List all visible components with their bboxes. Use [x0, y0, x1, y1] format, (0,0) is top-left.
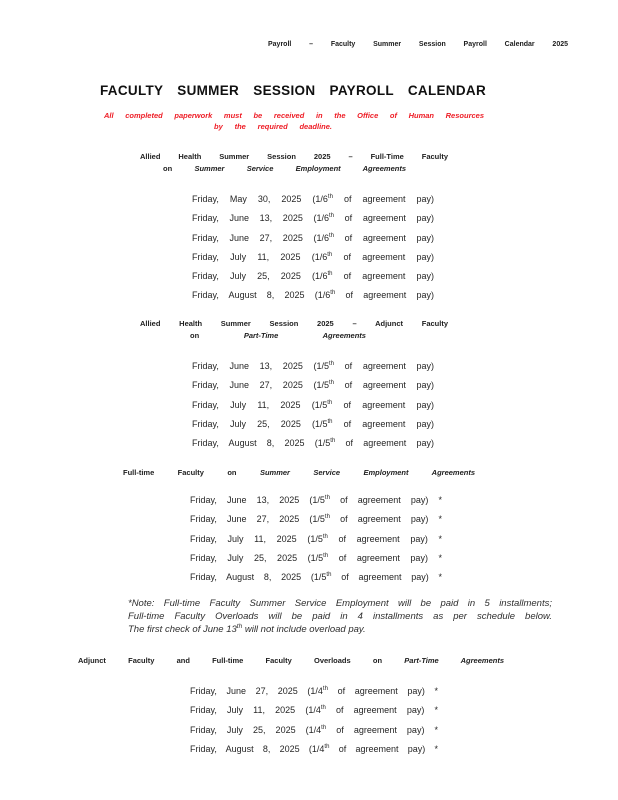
- payroll-date-row: Friday, June 27, 2025 (1/5th of agreement pay) *: [190, 514, 442, 525]
- ordinal-suffix: th: [322, 686, 328, 692]
- payroll-date-row: Friday, July 11, 2025 (1/5th of agreement pay): [192, 399, 434, 410]
- ordinal-suffix: th: [330, 438, 336, 445]
- section-2-subheading: [190, 331, 366, 340]
- notice-line-2: by the required deadline.: [214, 122, 332, 131]
- payroll-date-row: Friday, June 27, 2025 (1/6th of agreement pay): [192, 232, 434, 243]
- subheading-italic-text: Summer Service Employment Agreements: [194, 164, 406, 173]
- ordinal-suffix: th: [322, 533, 328, 540]
- section-4-heading: [78, 656, 504, 665]
- ordinal-suffix: th: [327, 418, 333, 425]
- payroll-date-row: Friday, August 8, 2025 (1/6th of agreement pay): [192, 290, 434, 301]
- payroll-date-row: Friday, July 25, 2025 (1/4th of agreement pay) *: [190, 724, 439, 735]
- ordinal-suffix: th: [324, 514, 330, 521]
- section-1-date-list: [192, 190, 434, 306]
- section-3-heading: [123, 468, 475, 477]
- payroll-date-row: Friday, June 27, 2025 (1/5th of agreement pay): [192, 380, 434, 391]
- footnote-line-3: The first check of June 13th will not include overload pay.: [128, 623, 366, 636]
- payroll-date-row: Friday, July 11, 2025 (1/5th of agreement pay) *: [190, 533, 442, 544]
- section-4-date-list: [190, 682, 438, 759]
- payroll-date-row: Friday, July 25, 2025 (1/5th of agreement pay) *: [190, 552, 443, 563]
- payroll-date-row: Friday, July 25, 2025 (1/5th of agreement pay): [192, 418, 434, 429]
- ordinal-suffix: th: [330, 290, 336, 297]
- payroll-date-row: Friday, June 27, 2025 (1/4th of agreement pay) *: [190, 686, 438, 696]
- heading-italic-text: Summer Service Employment Agreements: [259, 468, 475, 477]
- section-2-heading: Allied Health Summer Session 2025 – Adjunct Faculty: [140, 319, 448, 328]
- subheading-italic-text: Part-Time Agreements: [243, 331, 366, 340]
- payroll-date-row: Friday, May 30, 2025 (1/6th of agreement pay): [192, 194, 434, 204]
- ordinal-suffix: th: [324, 495, 330, 501]
- ordinal-suffix: th: [324, 743, 330, 750]
- ordinal-suffix: th: [329, 213, 335, 220]
- payroll-date-row: Friday, June 13, 2025 (1/6th of agreement pay): [192, 213, 434, 224]
- ordinal-suffix: th: [326, 572, 332, 579]
- ordinal-suffix: th: [323, 552, 329, 559]
- payroll-date-row: Friday, August 8, 2025 (1/4th of agreement pay) *: [190, 743, 438, 754]
- ordinal-suffix: th: [236, 623, 243, 631]
- payroll-date-row: Friday, July 11, 2025 (1/6th of agreement pay): [192, 251, 434, 262]
- ordinal-suffix: th: [327, 194, 333, 200]
- ordinal-suffix: th: [329, 232, 335, 239]
- page-title: FACULTY SUMMER SESSION PAYROLL CALENDAR: [100, 83, 486, 98]
- section-1-heading: Allied Health Summer Session 2025 – Full-Time Faculty: [140, 152, 448, 161]
- running-header: Payroll – Faculty Summer Session Payroll Calendar 2025: [268, 41, 568, 48]
- heading-italic-text: Part-Time Agreements: [404, 656, 504, 665]
- payroll-date-row: Friday, June 13, 2025 (1/5th of agreement pay): [192, 361, 434, 371]
- payroll-date-row: Friday, August 8, 2025 (1/5th of agreement pay): [192, 438, 434, 449]
- subheading-normal-text: on: [163, 164, 173, 173]
- section-2-date-list: [192, 357, 434, 453]
- payroll-date-row: Friday, August 8, 2025 (1/5th of agreement pay) *: [190, 572, 442, 583]
- payroll-date-row: Friday, July 25, 2025 (1/6th of agreement pay): [192, 271, 434, 282]
- ordinal-suffix: th: [329, 361, 335, 367]
- heading-normal-text: Adjunct Faculty and Full-time Faculty Overloads on: [78, 656, 383, 665]
- heading-normal-text: Full-time Faculty on: [123, 468, 237, 477]
- section-3-date-list: [190, 491, 442, 587]
- ordinal-suffix: th: [327, 271, 333, 278]
- ordinal-suffix: th: [320, 705, 326, 712]
- footnote-line-1: *Note: Full-time Faculty Summer Service Employment will be paid in 5 installments;: [128, 598, 552, 609]
- footnote-block: [128, 597, 552, 637]
- footnote-line-2: Full-time Faculty Overloads will be paid in 4 installments as per schedule below.: [128, 611, 552, 623]
- payroll-date-row: Friday, July 11, 2025 (1/4th of agreement pay) *: [190, 705, 438, 716]
- ordinal-suffix: th: [327, 251, 333, 258]
- section-1-subheading: [163, 164, 406, 173]
- notice-line-1: All completed paperwork must be received in the Office of Human Resources: [104, 111, 484, 120]
- payroll-date-row: Friday, June 13, 2025 (1/5th of agreement pay) *: [190, 495, 442, 505]
- ordinal-suffix: th: [329, 380, 335, 387]
- ordinal-suffix: th: [327, 399, 333, 406]
- subheading-normal-text: on: [190, 331, 200, 340]
- ordinal-suffix: th: [321, 724, 327, 731]
